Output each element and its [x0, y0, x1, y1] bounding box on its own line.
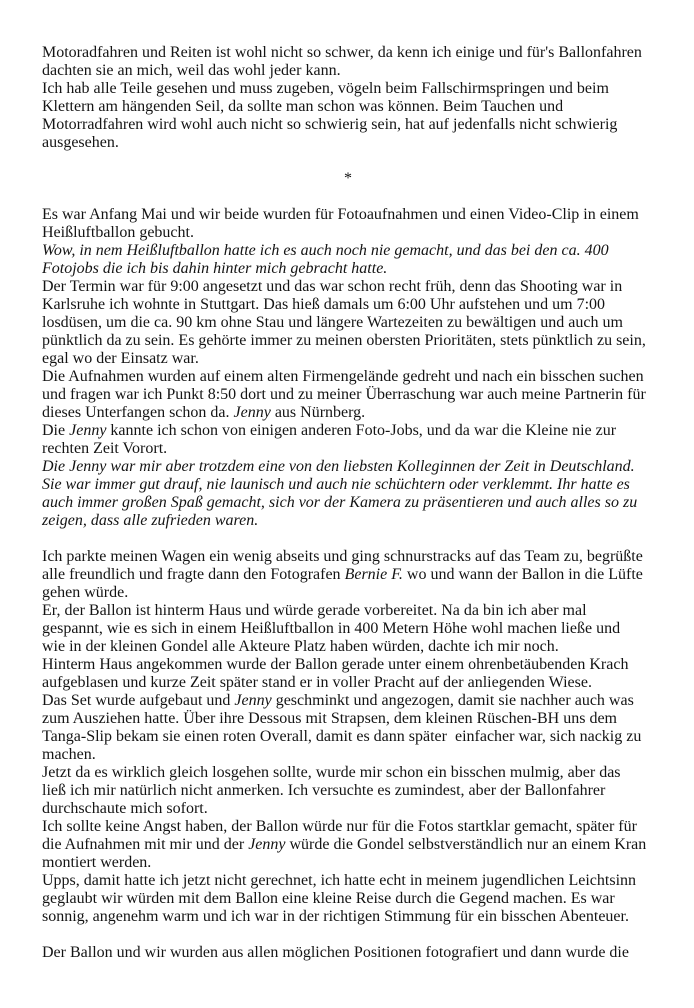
text-segment: Tanga-Slip bekam sie einen roten Overall, damit es dann später einfacher war, sich nackig zu [42, 728, 642, 745]
text-segment: die Aufnahmen mit mir und der [42, 836, 249, 853]
text-line [42, 314, 654, 332]
text-line [42, 908, 654, 926]
text-line [42, 404, 654, 422]
text-segment: Ich sollte keine Angst haben, der Ballon würde nur für die Fotos startklar gemacht, später für [42, 818, 637, 835]
text-line [42, 764, 654, 782]
text-segment: aufgeblasen und kurze Zeit später stand er in voller Pracht auf der anliegenden Wiese. [42, 674, 592, 691]
text-line [42, 872, 654, 890]
text-segment: Heißluftballon gebucht. [42, 224, 194, 241]
text-segment: geschminkt und angezogen, damit sie nachher auch was [271, 692, 634, 709]
text-segment: Jenny [69, 422, 107, 439]
text-segment: dieses Unterfangen schon da. [42, 404, 234, 421]
text-line [42, 944, 654, 962]
text-line [42, 584, 654, 602]
text-segment: Ich parkte meinen Wagen ein wenig abseits und ging schnurstracks auf das Team zu, begrüßte [42, 548, 643, 565]
text-segment: Es war Anfang Mai und wir beide wurden für Fotoaufnahmen und einen Video-Clip in einem [42, 206, 639, 223]
text-line [42, 170, 654, 188]
text-line [42, 620, 654, 638]
text-line [42, 710, 654, 728]
text-segment: zeigen, dass alle zufrieden waren. [42, 512, 259, 529]
text-line [42, 782, 654, 800]
text-line [42, 494, 654, 512]
text-line [42, 134, 654, 152]
text-segment: Motoradfahren und Reiten ist wohl nicht so schwer, da kenn ich einige und für's Ballonfahren [42, 44, 642, 61]
text-line [42, 458, 654, 476]
text-line [42, 44, 654, 62]
text-line [42, 224, 654, 242]
blank-line [42, 530, 654, 548]
text-segment: Jenny [233, 404, 271, 421]
text-segment: losdüsen, um die ca. 90 km ohne Stau und längere Wartezeiten zu bewältigen und auch um [42, 314, 623, 331]
text-segment: Hinterm Haus angekommen wurde der Ballon gerade unter einem ohrenbetäubenden Krach [42, 656, 629, 673]
text-segment: geglaubt wir würden mit dem Ballon eine kleine Reise durch die Gegend machen. Es war [42, 890, 615, 907]
text-segment: dachten sie an mich, weil das wohl jeder kann. [42, 62, 341, 79]
text-segment: Die [42, 422, 70, 439]
text-segment: * [344, 170, 352, 187]
text-segment: und fragen war ich Punkt 8:50 dort und zu meiner Überraschung war auch meine Partnerin für [42, 386, 646, 403]
text-line [42, 440, 654, 458]
text-segment: gespannt, wie es sich in einem Heißluftballon in 400 Metern Höhe wohl machen ließe und [42, 620, 621, 637]
text-segment: machen. [42, 746, 96, 763]
text-segment: montiert werden. [42, 854, 152, 871]
text-line [42, 98, 654, 116]
text-line [42, 476, 654, 494]
text-segment: Er, der Ballon ist hinterm Haus und würde gerade vorbereitet. Na da bin ich aber mal [42, 602, 587, 619]
text-segment: alle freundlich und fragte dann den Fotografen [42, 566, 345, 583]
text-line [42, 602, 654, 620]
text-line [42, 350, 654, 368]
text-line [42, 566, 654, 584]
text-segment: Sie war immer gut drauf, nie launisch und auch nie schüchtern oder verklemmt. Ihr hatte es [42, 476, 630, 493]
text-line [42, 260, 654, 278]
text-line [42, 422, 654, 440]
text-line [42, 278, 654, 296]
text-line [42, 692, 654, 710]
text-segment: wie in der kleinen Gondel alle Akteure Platz haben würden, dachte ich mir noch. [42, 638, 559, 655]
text-segment: Jenny [248, 836, 286, 853]
text-segment: Der Termin war für 9:00 angesetzt und das war schon recht früh, denn das Shooting war in [42, 278, 623, 295]
text-segment: Jetzt da es wirklich gleich losgehen sollte, wurde mir schon ein bisschen mulmig, aber das [42, 764, 621, 781]
text-segment: auch immer großen Spaß gemacht, sich vor der Kamera zu präsentieren und auch alles so zu [42, 494, 638, 511]
text-segment: wo und wann der Ballon in die Lüfte [402, 566, 643, 583]
text-line [42, 890, 654, 908]
text-line [42, 242, 654, 260]
text-line [42, 386, 654, 404]
text-line [42, 818, 654, 836]
text-segment: Motorradfahren wird wohl auch nicht so schwierig sein, hat auf jedenfalls nicht schwierig [42, 116, 618, 133]
text-segment: Der Ballon und wir wurden aus allen möglichen Positionen fotografiert und dann wurde die [42, 944, 629, 961]
text-segment: ließ ich mir natürlich nicht anmerken. Ich versuchte es zumindest, aber der Ballonfahrer [42, 782, 606, 799]
text-line [42, 800, 654, 818]
text-segment: Karlsruhe ich wohnte in Stuttgart. Das hieß damals um 6:00 Uhr aufstehen und um 7:00 [42, 296, 606, 313]
text-line [42, 368, 654, 386]
blank-line [42, 926, 654, 944]
text-segment: Ich hab alle Teile gesehen und muss zugeben, vögeln beim Fallschirmspringen und beim [42, 80, 609, 97]
text-line [42, 656, 654, 674]
text-segment: gehen würde. [42, 584, 129, 601]
text-segment: pünktlich da zu sein. Es gehörte immer zu meinen obersten Prioritäten, stets pünktlich zu sein, [42, 332, 646, 349]
text-segment: Die Aufnahmen wurden auf einem alten Firmengelände gedreht und nach ein bisschen suchen [42, 368, 644, 385]
text-line [42, 674, 654, 692]
text-segment: Jenny [234, 692, 272, 709]
text-segment: aus Nürnberg. [270, 404, 366, 421]
text-line [42, 854, 654, 872]
text-line [42, 80, 654, 98]
text-line [42, 296, 654, 314]
text-segment: Upps, damit hatte ich jetzt nicht gerechnet, ich hatte echt in meinem jugendlichen Leichtsinn [42, 872, 637, 889]
text-line [42, 332, 654, 350]
blank-line [42, 188, 654, 206]
text-line [42, 206, 654, 224]
text-segment: sonnig, angenehm warm und ich war in der richtigen Stimmung für ein bisschen Abenteuer. [42, 908, 629, 925]
text-line [42, 728, 654, 746]
text-segment: Fotojobs die ich bis dahin hinter mich gebracht hatte. [42, 260, 388, 277]
text-line [42, 548, 654, 566]
text-line [42, 62, 654, 80]
blank-line [42, 152, 654, 170]
text-segment: würde die Gondel selbstverständlich nur an einem Kran [285, 836, 647, 853]
text-segment: Klettern am hängenden Seil, da sollte man schon was können. Beim Tauchen und [42, 98, 564, 115]
text-segment: ausgesehen. [42, 134, 119, 151]
text-segment: durchschaute mich sofort. [42, 800, 208, 817]
text-line [42, 512, 654, 530]
text-line [42, 116, 654, 134]
text-segment: egal wo der Einsatz war. [42, 350, 199, 367]
text-segment: Die Jenny war mir aber trotzdem eine von den liebsten Kolleginnen der Zeit in Deutschland. [42, 458, 635, 475]
text-segment: Wow, in nem Heißluftballon hatte ich es auch noch nie gemacht, und das bei den ca. 400 [42, 242, 609, 259]
text-segment: Das Set wurde aufgebaut und [42, 692, 235, 709]
text-segment: zum Ausziehen hatte. Über ihre Dessous mit Strapsen, dem kleinen Rüschen-BH uns dem [42, 710, 617, 727]
text-segment: Bernie F. [344, 566, 403, 583]
text-segment: rechten Zeit Vorort. [42, 440, 168, 457]
text-line [42, 638, 654, 656]
text-segment: kannte ich schon von einigen anderen Foto-Jobs, und da war die Kleine nie zur [106, 422, 617, 439]
text-line [42, 836, 654, 854]
text-line [42, 746, 654, 764]
